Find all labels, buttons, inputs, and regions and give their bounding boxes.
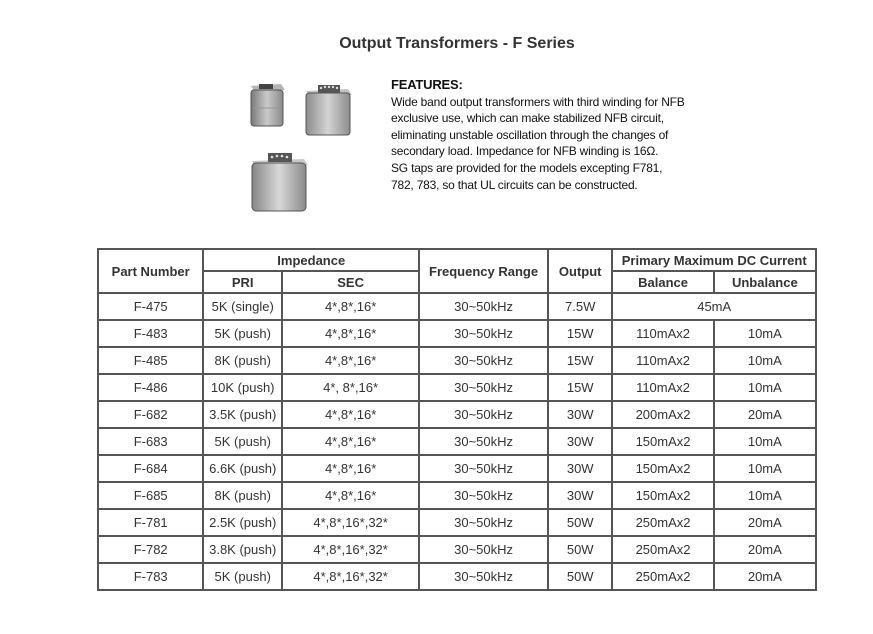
cell-balance: 250mAx2: [612, 536, 713, 563]
cell-sec: 4*,8*,16*,32*: [282, 536, 419, 563]
cell-output: 30W: [548, 428, 612, 455]
cell-unbalance: 10mA: [714, 455, 816, 482]
transformer-small-image: [245, 80, 287, 130]
cell-sec: 4*,8*,16*: [282, 347, 419, 374]
cell-output: 30W: [548, 482, 612, 509]
cell-pri: 3.5K (push): [203, 401, 282, 428]
cell-sec: 4*,8*,16*: [282, 428, 419, 455]
cell-pri: 3.8K (push): [203, 536, 282, 563]
page-title: Output Transformers - F Series: [339, 35, 575, 52]
cell-output: 15W: [548, 374, 612, 401]
transformer-large-image: [248, 145, 310, 213]
cell-pri: 8K (push): [203, 482, 282, 509]
table-row: [98, 428, 816, 455]
cell-sec: 4*,8*,16*: [282, 293, 419, 320]
cell-unbalance: 20mA: [714, 563, 816, 590]
cell-sec: 4*,8*,16*: [282, 455, 419, 482]
table-row: [98, 455, 816, 482]
cell-unbalance: 10mA: [714, 347, 816, 374]
cell-output: 7.5W: [548, 293, 612, 320]
header-part-number: Part Number: [98, 249, 203, 293]
cell-output: 50W: [548, 563, 612, 590]
cell-balance: 110mAx2: [612, 374, 713, 401]
cell-part-number: F-782: [98, 536, 203, 563]
table-row: [98, 347, 816, 374]
cell-sec: 4*,8*,16*: [282, 482, 419, 509]
features-line: SG taps are provided for the models excepting F781,: [391, 160, 663, 175]
cell-frequency-range: 30~50kHz: [419, 482, 548, 509]
cell-pri: 5K (single): [203, 293, 282, 320]
cell-balance: 150mAx2: [612, 428, 713, 455]
header-unbalance: Unbalance: [714, 271, 816, 293]
cell-output: 15W: [548, 320, 612, 347]
cell-pri: 5K (push): [203, 320, 282, 347]
cell-balance: 250mAx2: [612, 563, 713, 590]
cell-output: 15W: [548, 347, 612, 374]
cell-frequency-range: 30~50kHz: [419, 293, 548, 320]
cell-part-number: F-783: [98, 563, 203, 590]
cell-balance: 250mAx2: [612, 509, 713, 536]
cell-part-number: F-682: [98, 401, 203, 428]
header-balance: Balance: [612, 271, 713, 293]
features-heading: FEATURES:: [391, 77, 463, 92]
cell-sec: 4*,8*,16*: [282, 401, 419, 428]
product-photos: [240, 75, 360, 215]
table-row: [98, 293, 816, 320]
cell-pri: 2.5K (push): [203, 509, 282, 536]
table-row: [98, 482, 816, 509]
cell-frequency-range: 30~50kHz: [419, 455, 548, 482]
cell-frequency-range: 30~50kHz: [419, 563, 548, 590]
cell-frequency-range: 30~50kHz: [419, 320, 548, 347]
header-primary-max-dc: Primary Maximum DC Current: [612, 249, 816, 271]
table-row: [98, 320, 816, 347]
cell-unbalance: 10mA: [714, 374, 816, 401]
cell-dc-current: 45mA: [612, 293, 816, 320]
header-impedance: Impedance: [203, 249, 419, 271]
table-row: [98, 563, 816, 590]
cell-balance: 150mAx2: [612, 455, 713, 482]
cell-frequency-range: 30~50kHz: [419, 536, 548, 563]
cell-part-number: F-486: [98, 374, 203, 401]
spec-table: [97, 248, 817, 591]
cell-part-number: F-483: [98, 320, 203, 347]
cell-pri: 5K (push): [203, 428, 282, 455]
header-frequency-range: Frequency Range: [419, 249, 548, 293]
table-row: [98, 401, 816, 428]
cell-balance: 200mAx2: [612, 401, 713, 428]
features-line: secondary load. Impedance for NFB winding is 16Ω.: [391, 144, 659, 159]
cell-pri: 8K (push): [203, 347, 282, 374]
cell-output: 50W: [548, 509, 612, 536]
cell-pri: 6.6K (push): [203, 455, 282, 482]
table-row: [98, 374, 816, 401]
cell-part-number: F-475: [98, 293, 203, 320]
cell-sec: 4*,8*,16*,32*: [282, 509, 419, 536]
cell-output: 50W: [548, 536, 612, 563]
features-line: Wide band output transformers with third winding for NFB: [391, 94, 685, 109]
cell-output: 30W: [548, 455, 612, 482]
cell-unbalance: 10mA: [714, 320, 816, 347]
cell-frequency-range: 30~50kHz: [419, 401, 548, 428]
cell-unbalance: 20mA: [714, 509, 816, 536]
header-output: Output: [548, 249, 612, 293]
cell-part-number: F-685: [98, 482, 203, 509]
header-pri: PRI: [203, 271, 282, 293]
cell-sec: 4*,8*,16*: [282, 320, 419, 347]
features-line: eliminating unstable oscillation through the changes of: [391, 127, 669, 142]
cell-unbalance: 20mA: [714, 536, 816, 563]
features-line: exclusive use, which can make stabilized NFB circuit,: [391, 111, 664, 126]
cell-unbalance: 10mA: [714, 482, 816, 509]
header-sec: SEC: [282, 271, 419, 293]
cell-sec: 4*, 8*,16*: [282, 374, 419, 401]
cell-output: 30W: [548, 401, 612, 428]
cell-part-number: F-684: [98, 455, 203, 482]
cell-part-number: F-485: [98, 347, 203, 374]
cell-unbalance: 20mA: [714, 401, 816, 428]
table-row: [98, 536, 816, 563]
features-line: 782, 783, so that UL circuits can be constructed.: [391, 177, 638, 192]
cell-frequency-range: 30~50kHz: [419, 347, 548, 374]
cell-balance: 110mAx2: [612, 320, 713, 347]
cell-pri: 10K (push): [203, 374, 282, 401]
cell-sec: 4*,8*,16*,32*: [282, 563, 419, 590]
cell-unbalance: 10mA: [714, 428, 816, 455]
cell-pri: 5K (push): [203, 563, 282, 590]
transformer-medium-image: [302, 77, 354, 137]
cell-balance: 110mAx2: [612, 347, 713, 374]
cell-part-number: F-683: [98, 428, 203, 455]
table-row: [98, 509, 816, 536]
cell-frequency-range: 30~50kHz: [419, 374, 548, 401]
features-block: [391, 77, 701, 193]
cell-part-number: F-781: [98, 509, 203, 536]
cell-frequency-range: 30~50kHz: [419, 428, 548, 455]
cell-frequency-range: 30~50kHz: [419, 509, 548, 536]
cell-balance: 150mAx2: [612, 482, 713, 509]
